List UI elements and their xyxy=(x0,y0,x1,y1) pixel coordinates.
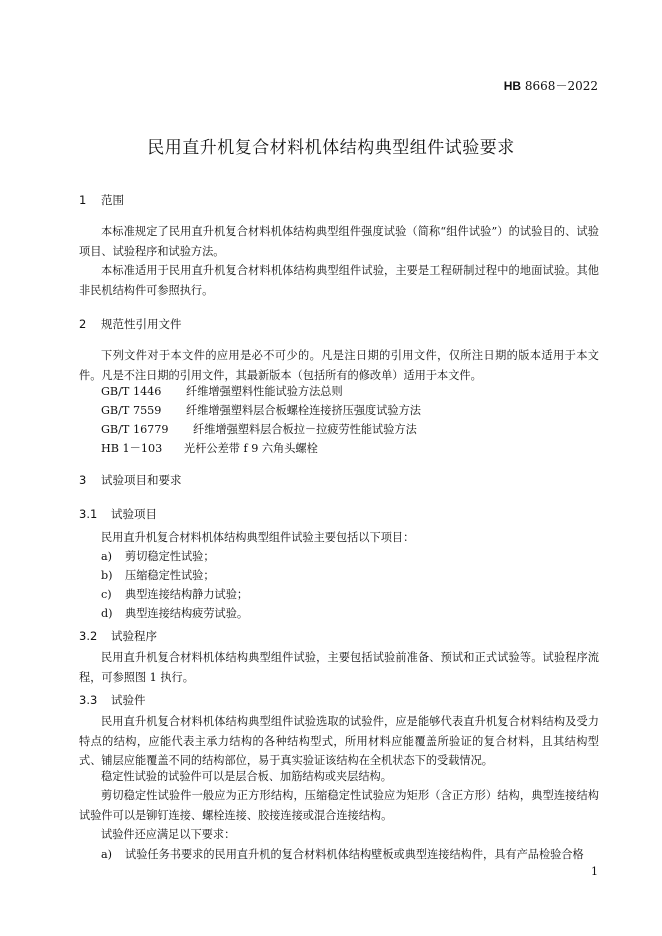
section-1-heading xyxy=(79,192,124,208)
section-1-paragraph-2: 本标准适用于民用直升机复合材料机体结构典型组件试验，主要是工程研制过程中的地面试验。其他非民机结构件可参照执行。 xyxy=(79,264,599,297)
section-3-2-paragraph-1: 民用直升机复合材料机体结构典型组件试验，主要包括试验前准备、预试和正式试验等。试验程序流程，可参照图 1 执行。 xyxy=(79,651,599,684)
section-2-paragraph-1: 下列文件对于本文件的应用是必不可少的。凡是注日期的引用文件，仅所注日期的版本适用于本文件。凡是不注日期的引用文件，其最新版本（包括所有的修改单）适用于本文件。 xyxy=(79,349,599,382)
reference-row xyxy=(101,439,318,459)
section-3-1-number: 3.1 xyxy=(79,507,98,521)
section-1-number: 1 xyxy=(79,193,87,207)
section-3-title: 试验项目和要求 xyxy=(101,473,182,487)
section-3-2-number: 3.2 xyxy=(79,629,98,643)
section-3-1-title: 试验项目 xyxy=(111,507,157,521)
section-3-3-paragraph-4: 试验件还应满足以下要求： xyxy=(101,828,236,841)
standard-code-prefix: HB xyxy=(503,79,522,93)
reference-title: 光杆公差带 f 9 六角头螺栓 xyxy=(184,442,318,455)
list-item-text: 压缩稳定性试验； xyxy=(125,569,215,582)
section-3-3-paragraph-1: 民用直升机复合材料机体结构典型组件试验选取的试验件，应是能够代表直升机复合材料结构及受力特点的结构，应能代表主承力结构的各种结构型式，所用材料应能覆盖所验证的复合材料，且其结构型式、铺层应能覆盖不同的结构部位，易于真实验证该结构在全机状态下的受载情况。 xyxy=(79,715,599,767)
document-title: 民用直升机复合材料机体结构典型组件试验要求 xyxy=(147,138,515,158)
section-3-3-paragraph-3: 剪切稳定性试验件一般应为正方形结构，压缩稳定性试验应为矩形（含正方形）结构，典型连接结构试验件可以是铆钉连接、螺栓连接、胶接连接或混合连接结构。 xyxy=(79,789,599,822)
list-item-text: 典型连接结构疲劳试验。 xyxy=(125,607,249,620)
reference-title: 纤维增强塑料层合板拉－拉疲劳性能试验方法 xyxy=(193,423,417,436)
section-3-1-intro: 民用直升机复合材料机体结构典型组件试验主要包括以下项目： xyxy=(101,531,415,544)
reference-code: GB/T 7559 xyxy=(101,404,162,417)
list-item-marker: d) xyxy=(101,607,113,620)
section-1-title: 范围 xyxy=(101,193,124,207)
section-3-3-heading xyxy=(79,692,146,708)
reference-row xyxy=(101,401,421,421)
list-item-marker: a) xyxy=(101,848,113,861)
list-item-text: 试验任务书要求的民用直升机的复合材料机体结构壁板或典型连接结构件，具有产品检验合格 xyxy=(125,848,584,861)
list-item-marker: b) xyxy=(101,569,113,582)
section-2-heading xyxy=(79,316,182,332)
reference-title: 纤维增强塑料层合板螺栓连接挤压强度试验方法 xyxy=(186,404,421,417)
reference-row xyxy=(101,420,417,440)
list-item-text: 剪切稳定性试验； xyxy=(125,550,215,563)
section-3-2-heading xyxy=(79,628,157,644)
standard-code-number: 8668－2022 xyxy=(524,79,598,93)
list-item xyxy=(101,566,215,586)
list-item-marker: a) xyxy=(101,550,113,563)
section-3-heading xyxy=(79,472,182,488)
list-item xyxy=(101,547,215,567)
section-2-number: 2 xyxy=(79,317,87,331)
reference-code: GB/T 1446 xyxy=(101,385,162,398)
section-3-number: 3 xyxy=(79,473,87,487)
section-3-3-paragraph-2: 稳定性试验的试验件可以是层合板、加筋结构或夹层结构。 xyxy=(101,770,392,783)
section-3-3-number: 3.3 xyxy=(79,693,98,707)
section-1-paragraph-1: 本标准规定了民用直升机复合材料机体结构典型组件强度试验（简称“组件试验”）的试验目的、试验项目、试验程序和试验方法。 xyxy=(79,225,599,258)
section-3-1-heading xyxy=(79,506,157,522)
section-3-2-title: 试验程序 xyxy=(111,629,157,643)
list-item xyxy=(101,585,248,605)
list-item xyxy=(101,845,584,865)
list-item-marker: c) xyxy=(101,588,112,601)
reference-title: 纤维增强塑料性能试验方法总则 xyxy=(186,385,343,398)
section-2-title: 规范性引用文件 xyxy=(101,317,182,331)
list-item-text: 典型连接结构静力试验； xyxy=(125,588,249,601)
reference-code: HB 1－103 xyxy=(101,442,163,455)
page-number: 1 xyxy=(591,865,598,878)
standard-code xyxy=(504,77,598,94)
reference-row xyxy=(101,382,343,402)
section-3-3-title: 试验件 xyxy=(111,693,146,707)
reference-code: GB/T 16779 xyxy=(101,423,169,436)
list-item xyxy=(101,604,248,624)
